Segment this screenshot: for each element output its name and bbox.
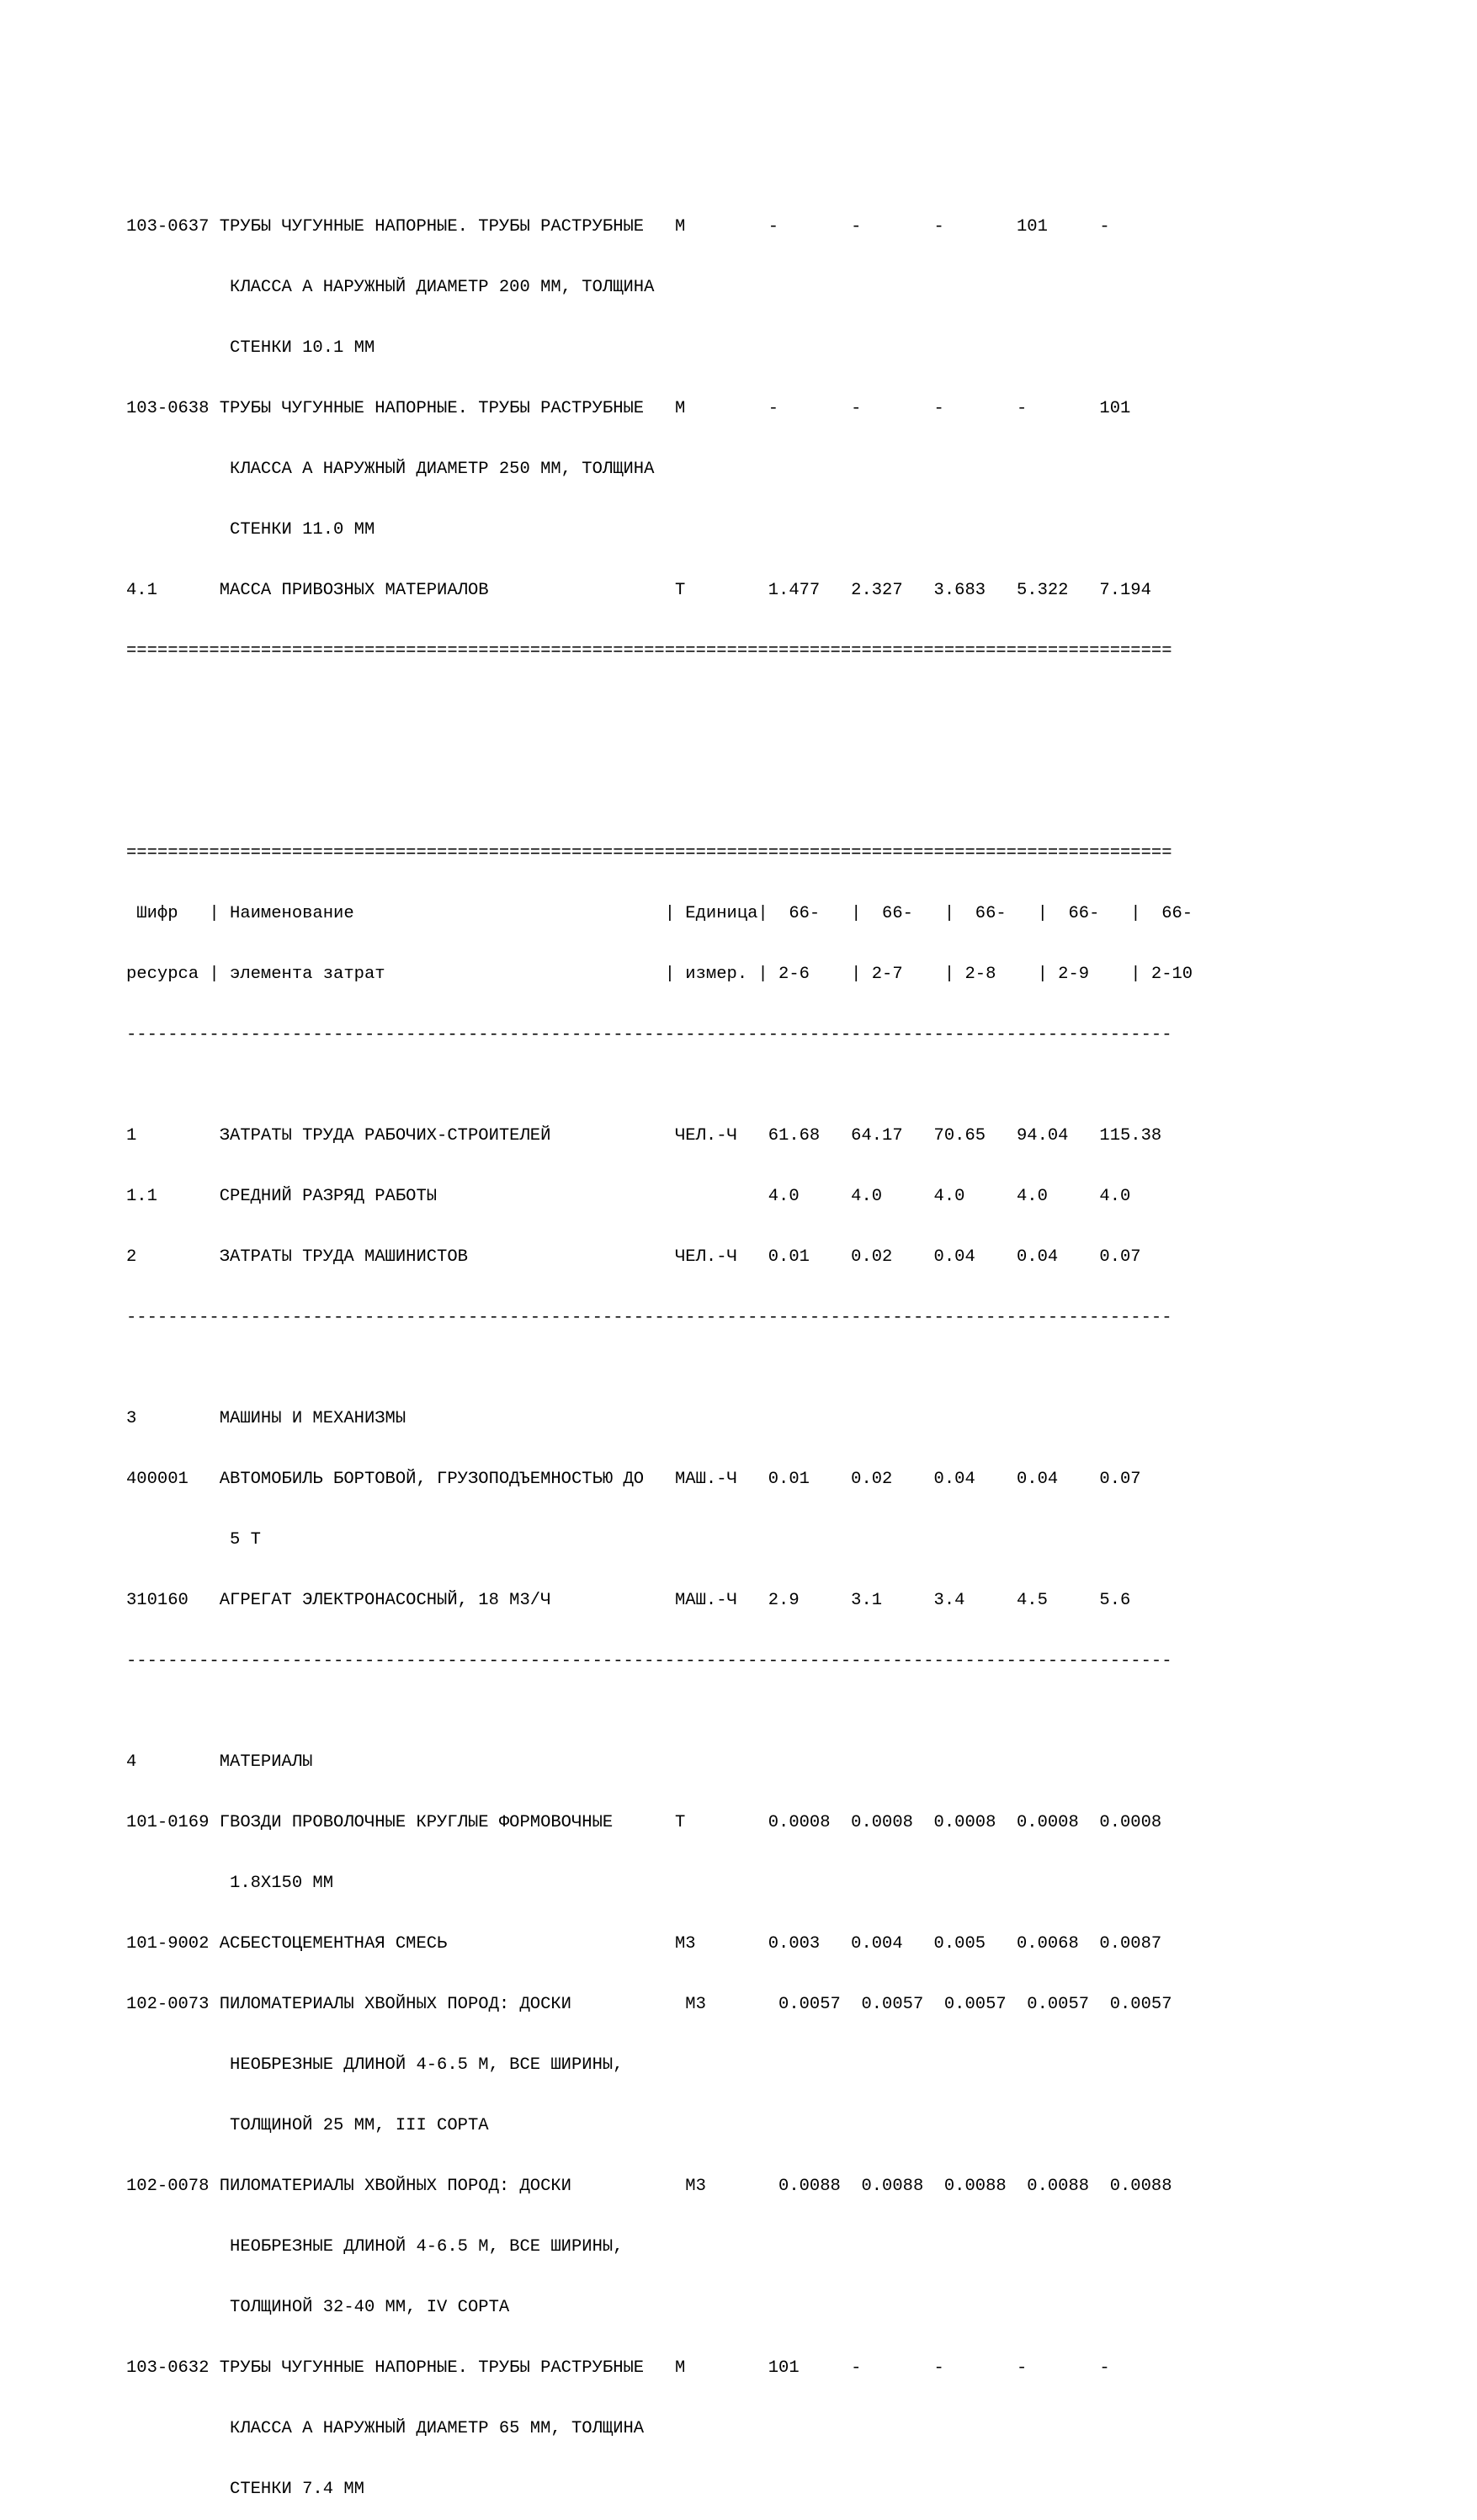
table-row-103-0632-cont1: КЛАССА А НАРУЖНЫЙ ДИАМЕТР 65 ММ, ТОЛЩИНА xyxy=(126,2419,645,2438)
table-row-average-grade: 1.1 СРЕДНИЙ РАЗРЯД РАБОТЫ 4.0 4.0 4.0 4.0 4.0 xyxy=(126,1187,1131,1206)
text-line-103-0637: 103-0637 ТРУБЫ ЧУГУННЫЕ НАПОРНЫЕ. ТРУБЫ РАСТРУБНЫЕ М - - - 101 - xyxy=(126,217,1110,237)
double-rule-divider: ===================================================================================================== xyxy=(126,641,1172,661)
table-row-400001-cont: 5 Т xyxy=(126,1530,261,1550)
section-heading-machines: 3 МАШИНЫ И МЕХАНИЗМЫ xyxy=(126,1409,406,1428)
text-line-103-0638-cont1: КЛАССА А НАРУЖНЫЙ ДИАМЕТР 250 ММ, ТОЛЩИНА xyxy=(126,460,655,479)
table-row-310160: 310160 АГРЕГАТ ЭЛЕКТРОНАСОСНЫЙ, 18 М3/Ч МАШ.-Ч 2.9 3.1 3.4 4.5 5.6 xyxy=(126,1591,1131,1610)
table-row-101-9002: 101-9002 АСБЕСТОЦЕМЕНТНАЯ СМЕСЬ М3 0.003 0.004 0.005 0.0068 0.0087 xyxy=(126,1934,1162,1954)
table-row-103-0632-cont2: СТЕНКИ 7.4 ММ xyxy=(126,2480,364,2499)
dashed-rule-machines: ----------------------------------------------------------------------------------------------------- xyxy=(126,1651,1172,1671)
dashed-rule-labor: ----------------------------------------------------------------------------------------------------- xyxy=(126,1308,1172,1327)
text-line-103-0637-cont1: КЛАССА А НАРУЖНЫЙ ДИАМЕТР 200 ММ, ТОЛЩИНА xyxy=(126,278,655,297)
table-row-101-0169: 101-0169 ГВОЗДИ ПРОВОЛОЧНЫЕ КРУГЛЫЕ ФОРМОВОЧНЫЕ Т 0.0008 0.0008 0.0008 0.0008 0.0008 xyxy=(126,1813,1162,1832)
text-line-103-0637-cont2: СТЕНКИ 10.1 ММ xyxy=(126,338,375,358)
table-row-102-0073-cont2: ТОЛЩИНОЙ 25 ММ, III СОРТА xyxy=(126,2116,489,2135)
section-gap xyxy=(126,722,1193,763)
header-double-rule: ===================================================================================================== xyxy=(126,843,1172,863)
table-row-101-0169-cont: 1.8Х150 ММ xyxy=(126,1874,334,1893)
table-row-102-0078-cont2: ТОЛЩИНОЙ 32-40 ММ, IV СОРТА xyxy=(126,2298,510,2317)
text-line-103-0638: 103-0638 ТРУБЫ ЧУГУННЫЕ НАПОРНЫЕ. ТРУБЫ РАСТРУБНЫЕ М - - - - 101 xyxy=(126,399,1131,418)
table-row-102-0073-cont1: НЕОБРЕЗНЫЕ ДЛИНОЙ 4-6.5 М, ВСЕ ШИРИНЫ, xyxy=(126,2055,624,2075)
table-row-labor-machinists: 2 ЗАТРАТЫ ТРУДА МАШИНИСТОВ ЧЕЛ.-Ч 0.01 0.02 0.04 0.04 0.07 xyxy=(126,1247,1141,1267)
table-row-400001: 400001 АВТОМОБИЛЬ БОРТОВОЙ, ГРУЗОПОДЪЕМНОСТЬЮ ДО МАШ.-Ч 0.01 0.02 0.04 0.04 0.07 xyxy=(126,1470,1141,1489)
document-page xyxy=(126,157,1193,2520)
table-row-103-0632: 103-0632 ТРУБЫ ЧУГУННЫЕ НАПОРНЫЕ. ТРУБЫ РАСТРУБНЫЕ М 101 - - - - xyxy=(126,2358,1110,2378)
table-header-line-1: Шифр | Наименование | Единица| 66- | 66- | 66- | 66- | 66- xyxy=(126,904,1193,923)
table-row-labor-workers: 1 ЗАТРАТЫ ТРУДА РАБОЧИХ-СТРОИТЕЛЕЙ ЧЕЛ.-Ч 61.68 64.17 70.65 94.04 115.38 xyxy=(126,1126,1162,1146)
table-row-102-0073: 102-0073 ПИЛОМАТЕРИАЛЫ ХВОЙНЫХ ПОРОД: ДОСКИ М3 0.0057 0.0057 0.0057 0.0057 0.0057 xyxy=(126,1995,1172,2014)
table-header-line-2: ресурса | элемента затрат | измер. | 2-6 | 2-7 | 2-8 | 2-9 | 2-10 xyxy=(126,965,1193,984)
header-dashed-rule: ----------------------------------------------------------------------------------------------------- xyxy=(126,1025,1172,1045)
text-line-4-1-mass: 4.1 МАССА ПРИВОЗНЫХ МАТЕРИАЛОВ Т 1.477 2.327 3.683 5.322 7.194 xyxy=(126,581,1151,600)
table-row-102-0078-cont1: НЕОБРЕЗНЫЕ ДЛИНОЙ 4-6.5 М, ВСЕ ШИРИНЫ, xyxy=(126,2237,624,2257)
table-row-102-0078: 102-0078 ПИЛОМАТЕРИАЛЫ ХВОЙНЫХ ПОРОД: ДОСКИ М3 0.0088 0.0088 0.0088 0.0088 0.0088 xyxy=(126,2177,1172,2196)
section-heading-materials: 4 МАТЕРИАЛЫ xyxy=(126,1752,313,1772)
text-line-103-0638-cont2: СТЕНКИ 11.0 ММ xyxy=(126,520,375,540)
